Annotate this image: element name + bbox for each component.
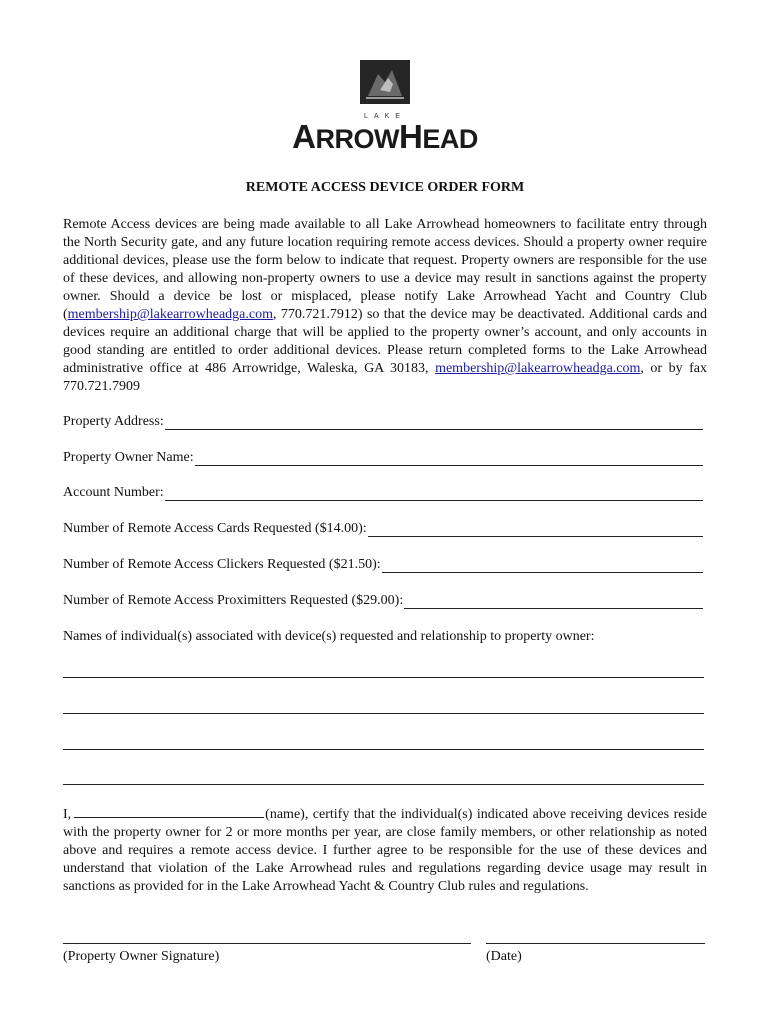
account-number-field bbox=[63, 483, 703, 501]
date-label: (Date) bbox=[486, 949, 522, 964]
property-address-label: Property Address: bbox=[63, 414, 164, 429]
certify-name-input[interactable] bbox=[74, 805, 264, 818]
clickers-requested-label: Number of Remote Access Clickers Requested ($21.50): bbox=[63, 557, 381, 572]
lake-arrowhead-logo bbox=[0, 60, 770, 156]
account-number-input[interactable] bbox=[165, 487, 703, 501]
cards-requested-field bbox=[63, 519, 703, 537]
names-line-4[interactable] bbox=[63, 784, 704, 785]
form-title: REMOTE ACCESS DEVICE ORDER FORM bbox=[245, 180, 525, 195]
clickers-requested-field bbox=[63, 555, 703, 573]
names-line-1[interactable] bbox=[63, 677, 704, 678]
account-number-label: Account Number: bbox=[63, 485, 164, 500]
cards-requested-input[interactable] bbox=[368, 523, 703, 537]
property-owner-name-field bbox=[63, 448, 703, 466]
proximitters-requested-input[interactable] bbox=[404, 595, 703, 609]
cards-requested-label: Number of Remote Access Cards Requested ($14.00): bbox=[63, 521, 367, 536]
property-owner-name-label: Property Owner Name: bbox=[63, 450, 194, 465]
names-line-2[interactable] bbox=[63, 713, 704, 714]
intro-paragraph: Remote Access devices are being made available to all Lake Arrowhead homeowners to facilitate entry through the North Security gate, and any future location requiring remote access devices. Should a property owner require additional devices, please use the form below to indicate that request. Property owners are responsible for the use of these devices, and allowing non-property owners to use a device may result in sanctions against the property owner. Should a device be lost or misplaced, please notify Lake Arrowhead Yacht and Country Club (membership@lakearrowheadga.com, 770.721.7912) so that the device may be deactivated. Additional cards and devices require an additional charge that will be applied to the property owner’s account, and only accounts in good standing are entitled to order additional devices. Please return completed forms to the Lake Arrowhead administrative office at 486 Arrowridge, Waleska, GA 30183, membership@lakearrowheadga.com, or by fax 770.721.7909 bbox=[63, 217, 707, 394]
names-label: Names of individual(s) associated with device(s) requested and relationship to property owner: bbox=[63, 629, 595, 644]
owner-signature-line[interactable] bbox=[63, 943, 471, 944]
clickers-requested-input[interactable] bbox=[382, 559, 703, 573]
date-line[interactable] bbox=[486, 943, 705, 944]
logo-emblem-icon bbox=[360, 60, 410, 104]
membership-email-link[interactable]: membership@lakearrowheadga.com bbox=[67, 307, 273, 322]
proximitters-requested-field bbox=[63, 591, 703, 609]
logo-small-text: LAKE bbox=[364, 113, 406, 120]
property-address-input[interactable] bbox=[165, 416, 703, 430]
certification-paragraph: I, (name), certify that the individual(s) indicated above receiving devices reside with the property owner for 2 or more months per year, are close family members, or other relationship as noted above and requires a remote access device. I further agree to be responsible for the use of these devices and understand that violation of the Lake Arrowhead rules and regulations regarding device usage may result in sanctions as provided for in the Lake Arrowhead Yacht & Country Club rules and regulations. bbox=[63, 807, 707, 894]
membership-email-link-2[interactable]: membership@lakearrowheadga.com bbox=[435, 361, 641, 376]
names-line-3[interactable] bbox=[63, 749, 704, 750]
owner-signature-label: (Property Owner Signature) bbox=[63, 949, 220, 964]
proximitters-requested-label: Number of Remote Access Proximitters Requested ($29.00): bbox=[63, 593, 404, 608]
property-address-field bbox=[63, 412, 703, 430]
logo-wordmark: ARROWHEAD bbox=[292, 118, 478, 155]
property-owner-name-input[interactable] bbox=[195, 452, 703, 466]
